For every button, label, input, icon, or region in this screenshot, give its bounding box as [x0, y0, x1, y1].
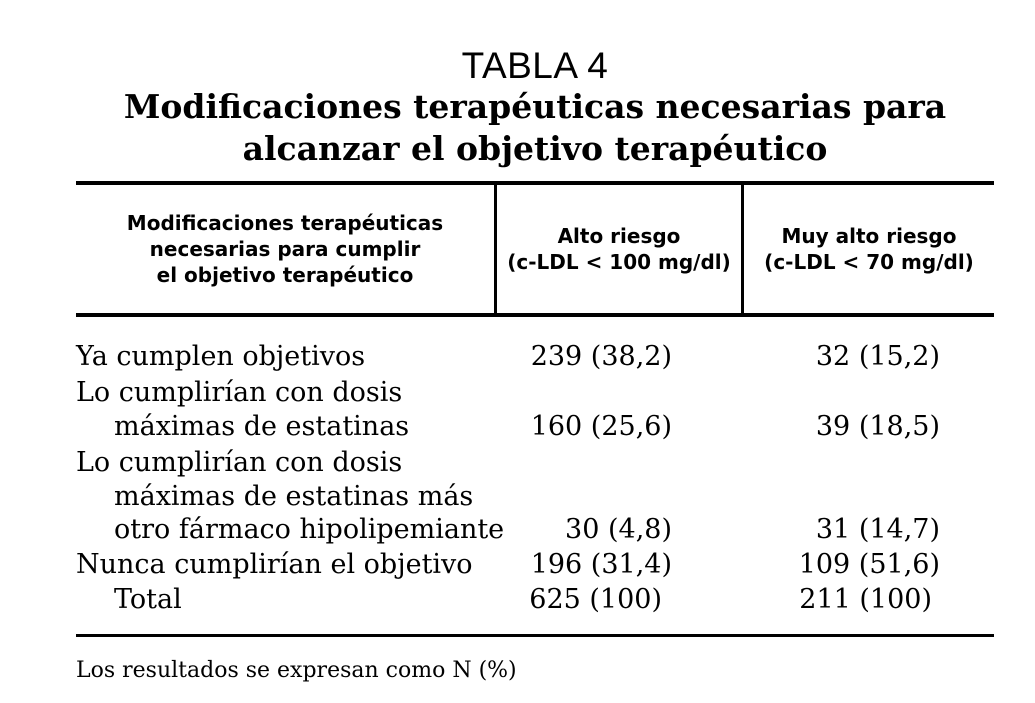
row-label: Lo cumplirían con dosis [76, 377, 403, 408]
row-label: Ya cumplen objetivos [76, 341, 366, 372]
table-title-line-1: Modificaciones terapéuticas necesarias para [123, 87, 947, 126]
cell-alto-riesgo: 160 (25,6) [530, 411, 672, 442]
row-label: Nunca cumplirían el objetivo [76, 549, 473, 580]
header-muy-alto-riesgo-line: (c-LDL < 70 mg/dl) [764, 250, 974, 274]
header-modifications [76, 185, 494, 313]
header-muy-alto-riesgo [744, 185, 994, 313]
cell-muy-alto-riesgo: 32 (15,2) [815, 341, 940, 372]
cell-alto-riesgo: 239 (38,2) [530, 341, 672, 372]
header-modifications-line: el objetivo terapéutico [156, 263, 414, 287]
table-title [0, 86, 1035, 170]
row-label-continued: otro fármaco hipolipemiante [114, 514, 505, 545]
header-muy-alto-riesgo-line: Muy alto riesgo [781, 224, 957, 248]
table-number: TABLA 4 [461, 45, 609, 86]
header-alto-riesgo-line: Alto riesgo [557, 224, 681, 248]
table-footnote: Los resultados se expresan como N (%) [76, 658, 517, 683]
header-alto-riesgo-line: (c-LDL < 100 mg/dl) [507, 250, 731, 274]
header-bottom-rule [76, 313, 994, 317]
cell-muy-alto-riesgo: 109 (51,6) [798, 549, 940, 580]
cell-alto-riesgo: 196 (31,4) [530, 549, 672, 580]
header-modifications-line: Modificaciones terapéuticas [126, 211, 444, 235]
cell-alto-riesgo: 30 (4,8) [565, 514, 672, 545]
cell-muy-alto-riesgo: 39 (18,5) [815, 411, 940, 442]
row-label-total: Total [114, 584, 182, 615]
cell-muy-alto-riesgo-total: 211 (100) [799, 584, 932, 615]
row-label: Lo cumplirían con dosis [76, 447, 403, 478]
row-label-continued: máximas de estatinas [114, 411, 410, 442]
row-label-continued: máximas de estatinas más [114, 481, 474, 512]
table-bottom-rule [76, 634, 994, 637]
table-title-line-2: alcanzar el objetivo terapéutico [242, 129, 828, 168]
header-alto-riesgo [497, 185, 741, 313]
cell-alto-riesgo-total: 625 (100) [529, 584, 662, 615]
header-modifications-line: necesarias para cumplir [149, 237, 421, 261]
cell-muy-alto-riesgo: 31 (14,7) [815, 514, 940, 545]
